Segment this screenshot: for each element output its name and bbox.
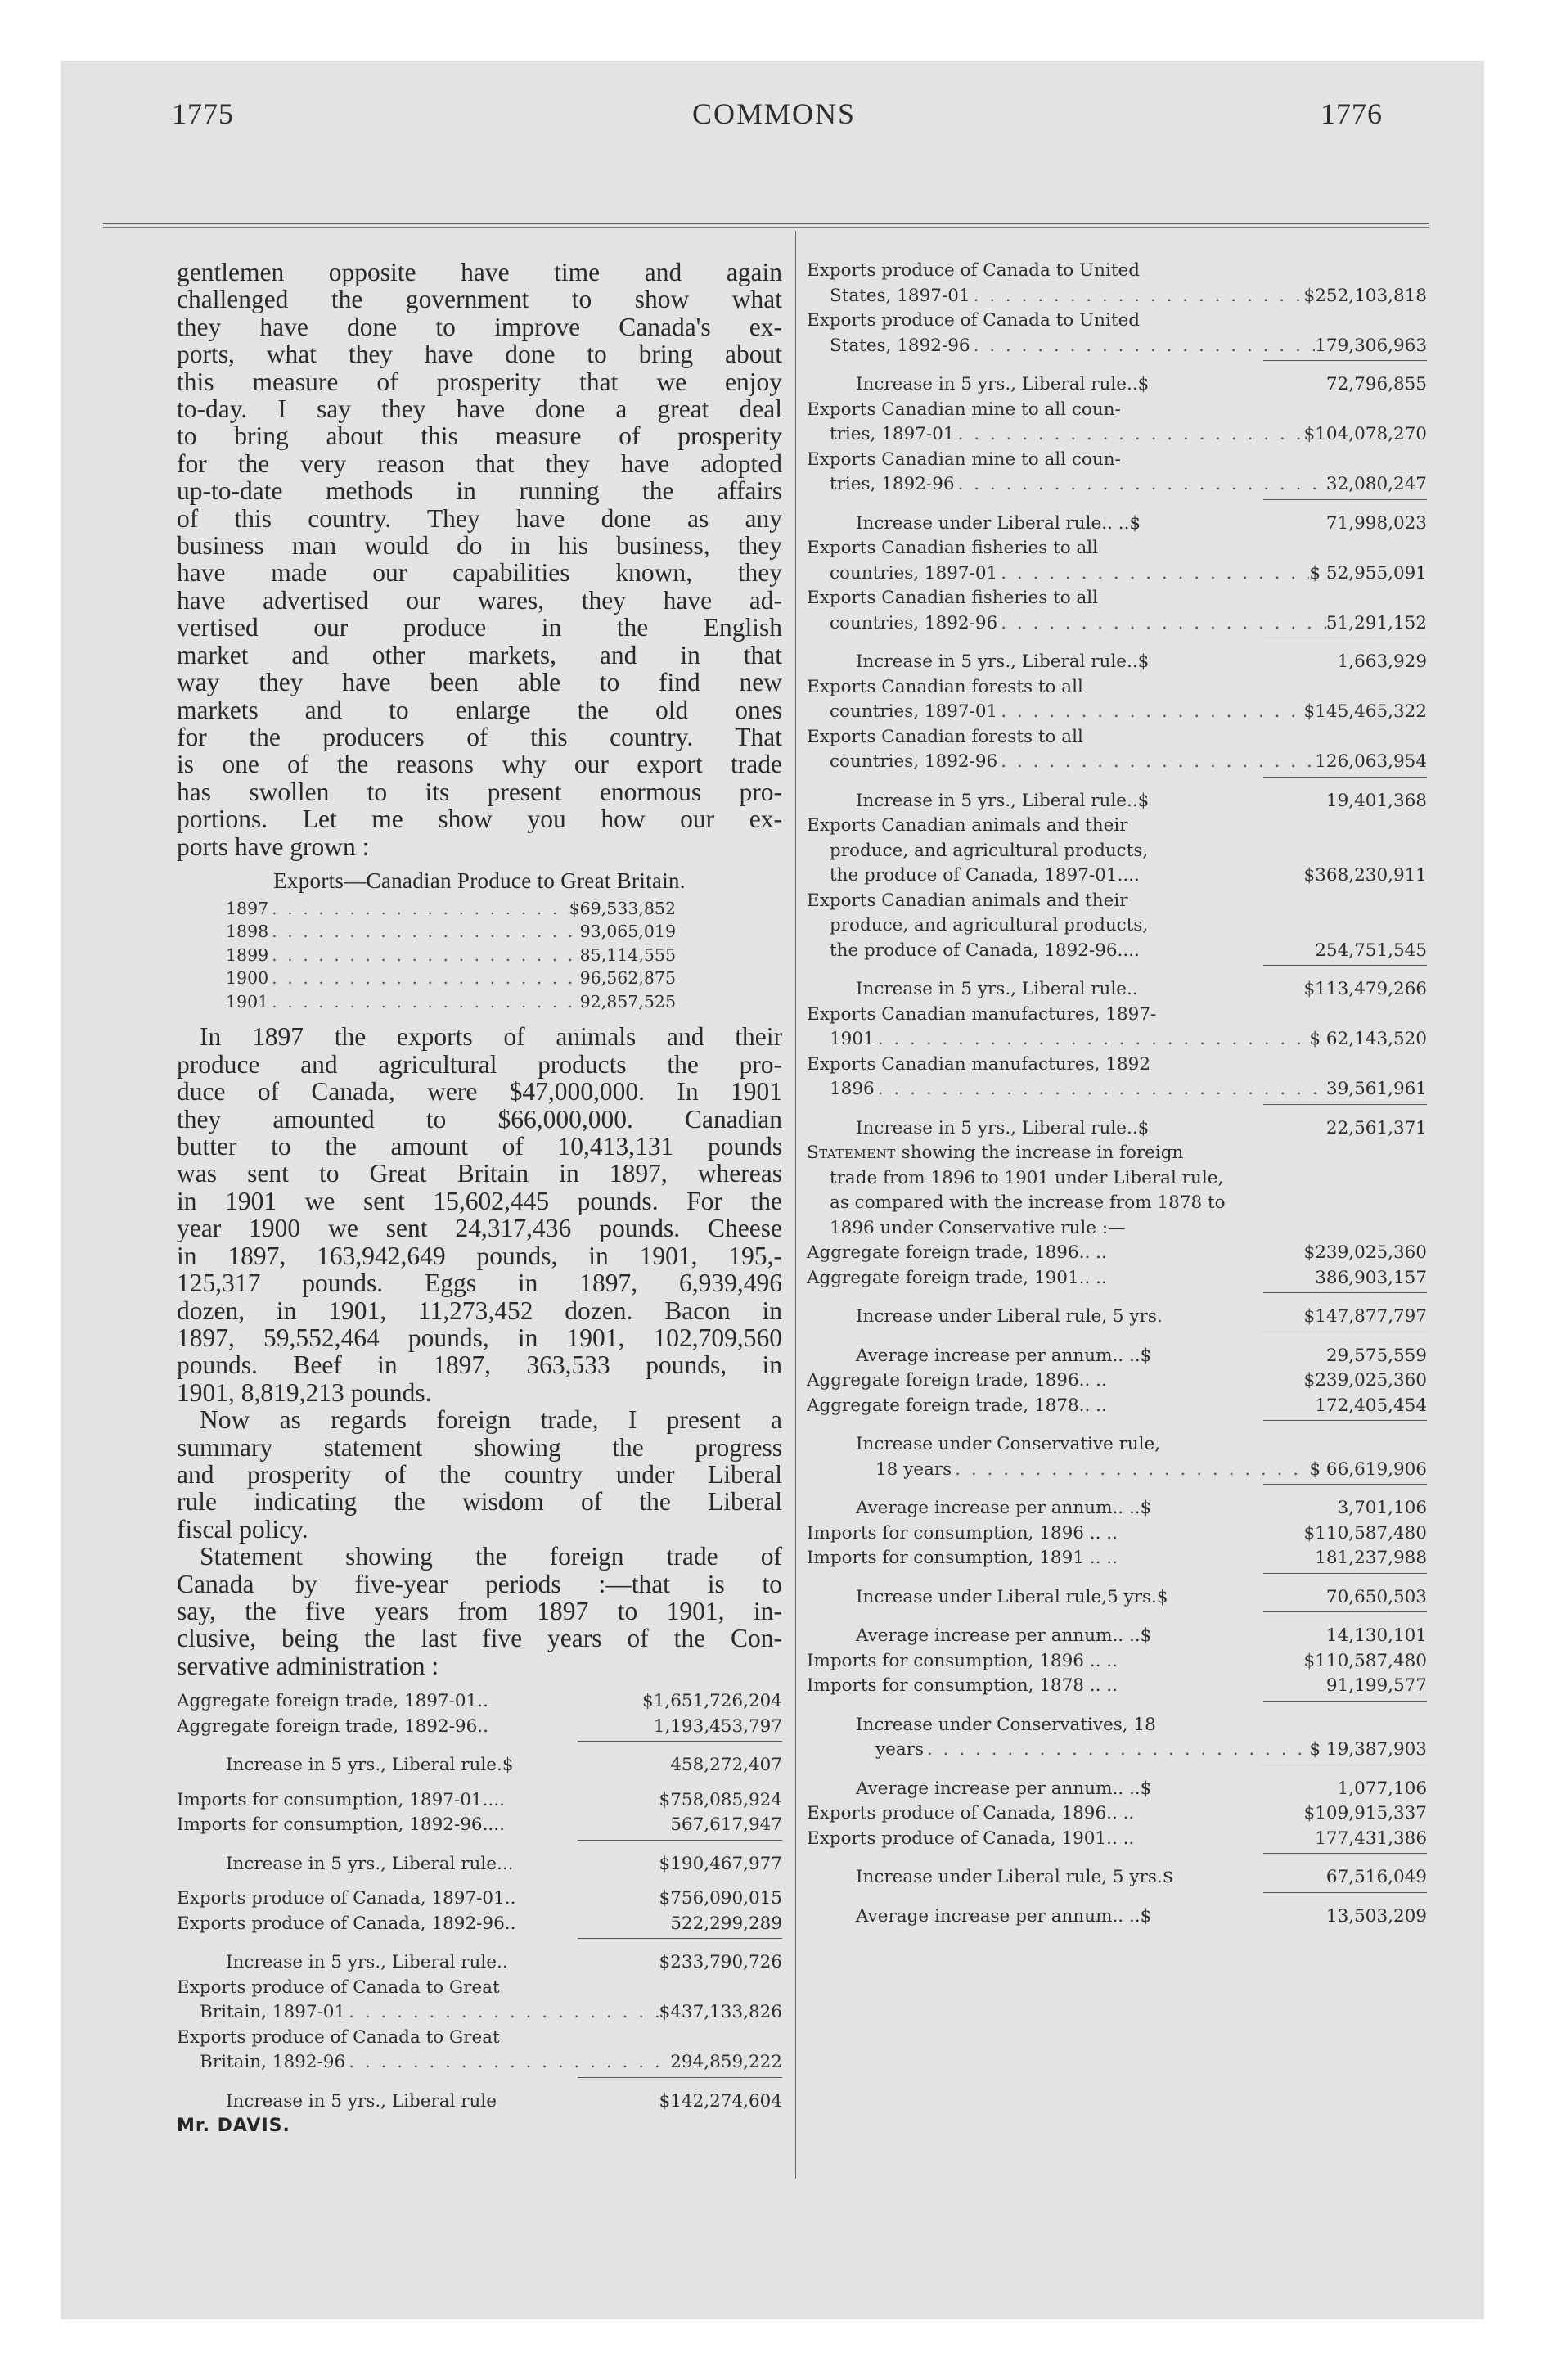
sum-rule bbox=[1263, 1611, 1427, 1612]
text-line: dozen, in 1901, 11,273,452 dozen. Bacon in bbox=[177, 1296, 782, 1325]
stat-row: tries, 1892-96 . . . 32,080,247 bbox=[807, 472, 1427, 498]
table-row bbox=[226, 967, 676, 990]
text-line: gentlemen opposite have time and again bbox=[177, 258, 782, 286]
table-row bbox=[226, 897, 676, 921]
sum-rule bbox=[578, 1840, 782, 1841]
stat-row: Imports for consumption, 1896 .. .. $110,587,480 bbox=[807, 1650, 1427, 1671]
stat-row: 1901 . . . $ 62,143,520 bbox=[807, 1027, 1427, 1053]
table-value: 96,562,875 bbox=[579, 968, 676, 989]
speaker-name: Mr. DAVIS. bbox=[177, 2116, 290, 2137]
stat-row: Exports produce of Canada to Great bbox=[177, 1977, 500, 1998]
sum-rule bbox=[1263, 1292, 1427, 1293]
stat-row: Aggregate foreign trade, 1901.. .. 386,903,157 bbox=[807, 1267, 1427, 1288]
statement-word: Statement bbox=[807, 1143, 896, 1163]
stat-row: Increase in 5 yrs., Liberal rule.. $113,479,266 bbox=[856, 979, 1427, 999]
text-line: say, the five years from 1897 to 1901, in- bbox=[177, 1596, 782, 1625]
text-line: way they have been able to find new bbox=[177, 668, 782, 697]
stat-row: Increase in 5 yrs., Liberal rule.. $233,790,726 bbox=[226, 1952, 782, 1973]
sum-rule bbox=[1263, 360, 1427, 361]
text-line: of this country. They have done as any bbox=[177, 503, 782, 533]
text-line: butter to the amount of 10,413,131 pounds bbox=[177, 1132, 782, 1161]
stat-row: Increase under Liberal rule.. ..$ 71,998,023 bbox=[856, 512, 1427, 534]
left-column bbox=[177, 259, 782, 2136]
statement-paragraph bbox=[177, 1543, 782, 1679]
text-line: Now as regards foreign trade, I present a bbox=[200, 1405, 782, 1435]
text-line: is one of the reasons why our export trade bbox=[177, 750, 782, 779]
stat-row: Increase under Liberal rule, 5 yrs. $147,877,797 bbox=[856, 1306, 1427, 1327]
stat-row: Increase in 5 yrs., Liberal rule..$ 22,561,371 bbox=[856, 1117, 1427, 1138]
text-line: year 1900 we sent 24,317,436 pounds. Cheese bbox=[177, 1214, 782, 1243]
stat-row: Increase in 5 yrs., Liberal rule..$ 72,796,855 bbox=[856, 374, 1427, 394]
stat-row: Increase in 5 yrs., Liberal rule... $190,467,977 bbox=[226, 1853, 782, 1874]
text-line: 125,317 pounds. Eggs in 1897, 6,939,496 bbox=[177, 1269, 782, 1298]
stat-row: as compared with the increase from 1878 to bbox=[830, 1192, 1226, 1213]
stat-row: the produce of Canada, 1897-01.... $368,230,911 bbox=[830, 865, 1427, 886]
table-year: 1899 bbox=[226, 944, 269, 965]
stat-row: Imports for consumption, 1878 .. .. 91,199,577 bbox=[807, 1675, 1427, 1696]
foreign-trade-paragraph bbox=[177, 1406, 782, 1543]
stat-row: Exports produce of Canada, 1892-96.. 522,299,289 bbox=[177, 1913, 782, 1934]
stat-row: States, 1892-96 . . . 179,306,963 bbox=[807, 334, 1427, 359]
stat-row: Exports Canadian manufactures, 1897- bbox=[807, 1003, 1157, 1025]
sum-rule bbox=[1263, 965, 1427, 966]
sum-rule bbox=[1263, 1484, 1427, 1485]
stat-row: produce, and agricultural products, bbox=[830, 840, 1149, 861]
text-line: portions. Let me show you how our ex- bbox=[177, 805, 782, 834]
stat-row: Average increase per annum.. ..$ 14,130,101 bbox=[856, 1625, 1427, 1646]
table-row bbox=[226, 920, 676, 944]
table-year: 1898 bbox=[226, 922, 269, 942]
stat-row: Exports Canadian mine to all coun- bbox=[807, 449, 1121, 470]
stat-row: Britain, 1892-96 . . . 294,859,222 bbox=[177, 2050, 782, 2076]
text-line: summary statement showing the progress bbox=[177, 1432, 782, 1462]
text-line: was sent to Great Britain in 1897, whereas bbox=[177, 1159, 782, 1188]
text-line: they have done to improve Canada's ex- bbox=[177, 312, 782, 341]
sum-rule bbox=[1263, 1701, 1427, 1702]
stat-row: Exports Canadian mine to all coun- bbox=[807, 399, 1121, 420]
text-line: challenged the government to show what bbox=[177, 285, 782, 314]
text-line: and prosperity of the country under Liberal bbox=[177, 1459, 782, 1489]
sum-rule bbox=[1263, 777, 1427, 778]
stat-row: Aggregate foreign trade, 1878.. .. 172,405,454 bbox=[807, 1395, 1427, 1416]
table-year: 1897 bbox=[226, 898, 269, 918]
stat-row: Exports produce of Canada, 1897-01.. $756,090,015 bbox=[177, 1888, 782, 1909]
stat-row: Increase under Liberal rule, 5 yrs.$ 67,516,049 bbox=[856, 1867, 1427, 1887]
stat-row: Increase in 5 yrs., Liberal rule..$ 1,663,929 bbox=[856, 651, 1427, 672]
stat-row: Increase under Liberal rule,5 yrs.$ 70,650,503 bbox=[856, 1586, 1427, 1607]
text-line: ports, what they have done to bring about bbox=[177, 340, 782, 369]
text-line: to-day. I say they have done a great deal bbox=[177, 394, 782, 424]
stat-row: Imports for consumption, 1897-01.... $758,085,924 bbox=[177, 1789, 782, 1810]
text-line: has swollen to its present enormous pro- bbox=[177, 777, 782, 806]
column-divider bbox=[795, 231, 796, 2179]
sum-rule bbox=[1263, 1892, 1427, 1893]
stat-row: Exports produce of Canada, 1896.. .. $109,915,337 bbox=[807, 1803, 1427, 1823]
stat-row: countries, 1897-01 . . . $ 52,955,091 bbox=[807, 561, 1427, 587]
table-value: 85,114,555 bbox=[579, 944, 676, 965]
text-line: have made our capabilities known, they bbox=[177, 558, 782, 588]
text-line: duce of Canada, were $47,000,000. In 1901 bbox=[177, 1077, 782, 1107]
text-line: markets and to enlarge the old ones bbox=[177, 695, 782, 724]
stat-row: Increase under Conservative rule, bbox=[856, 1434, 1161, 1454]
text-line: 1897, 59,552,464 pounds, in 1901, 102,709,560 bbox=[177, 1323, 782, 1352]
statement-heading: Statement showing the increase in foreign bbox=[807, 1143, 1184, 1163]
stat-row: Increase in 5 yrs., Liberal rule..$ 19,401,368 bbox=[856, 790, 1427, 811]
header-rule bbox=[103, 223, 1429, 228]
text-line: servative administration : bbox=[177, 1651, 439, 1680]
text-line: for the producers of this country. That bbox=[177, 722, 782, 751]
sum-rule bbox=[578, 1741, 782, 1742]
text-line: to bring about this measure of prosperity bbox=[177, 421, 782, 451]
stat-row: tries, 1897-01 . . . $104,078,270 bbox=[807, 422, 1427, 448]
table-value: 92,857,525 bbox=[579, 991, 676, 1012]
text-line: business man would do in his business, they bbox=[177, 531, 782, 561]
text-line: market and other markets, and in that bbox=[177, 640, 782, 669]
stat-row: Average increase per annum.. ..$ 3,701,106 bbox=[856, 1498, 1427, 1518]
stat-row: Aggregate foreign trade, 1897-01.. $1,651,726,204 bbox=[177, 1691, 782, 1712]
table-row bbox=[226, 990, 676, 1014]
sum-rule bbox=[1263, 1853, 1427, 1854]
table-value: 93,065,019 bbox=[579, 922, 676, 942]
text-line: clusive, being the last five years of the Con- bbox=[177, 1624, 782, 1653]
exports-gb-table bbox=[177, 897, 782, 1014]
intro-paragraph bbox=[177, 259, 782, 860]
stat-row: 1896 under Conservative rule :— bbox=[830, 1217, 1126, 1238]
stat-row: Exports produce of Canada to United bbox=[807, 310, 1140, 331]
sum-rule bbox=[1263, 1573, 1427, 1574]
text-line: produce and agricultural products the pro- bbox=[177, 1049, 782, 1079]
right-column bbox=[807, 259, 1427, 1929]
stat-row: countries, 1897-01 . . . $145,465,322 bbox=[807, 700, 1427, 725]
table-row bbox=[226, 944, 676, 967]
sum-rule bbox=[578, 2077, 782, 2078]
stat-row: Imports for consumption, 1896 .. .. $110,587,480 bbox=[807, 1522, 1427, 1544]
page-number-left: 1775 bbox=[172, 97, 234, 130]
text-line: they amounted to $66,000,000. Canadian bbox=[177, 1104, 782, 1134]
stat-row: countries, 1892-96 . . . 126,063,954 bbox=[807, 750, 1427, 775]
page-title: COMMONS bbox=[691, 97, 857, 130]
stat-row: Exports Canadian animals and their bbox=[807, 815, 1128, 836]
text-line: in 1901 we sent 15,602,445 pounds. For the bbox=[177, 1186, 782, 1215]
stat-row: Exports Canadian forests to all bbox=[807, 726, 1083, 747]
sum-rule bbox=[1263, 1420, 1427, 1421]
stat-row: Aggregate foreign trade, 1892-96.. 1,193,453,797 bbox=[177, 1715, 782, 1737]
stat-row: 18 years . . . $ 66,619,906 bbox=[807, 1458, 1427, 1483]
exports-paragraph bbox=[177, 1023, 782, 1406]
sum-rule bbox=[1263, 499, 1427, 500]
text-line: vertised our produce in the English bbox=[177, 613, 782, 642]
text-line: Statement showing the foreign trade of bbox=[200, 1542, 782, 1571]
stat-row: Increase in 5 yrs., Liberal rule $142,274,604 bbox=[226, 2090, 782, 2112]
stat-row: Aggregate foreign trade, 1896.. .. $239,025,360 bbox=[807, 1370, 1427, 1391]
stat-row: Average increase per annum.. ..$ 29,575,559 bbox=[856, 1345, 1427, 1366]
stat-row: Exports Canadian animals and their bbox=[807, 890, 1128, 911]
stat-row: Britain, 1897-01 . . . $437,133,826 bbox=[177, 2000, 782, 2026]
stat-row: Exports Canadian fisheries to all bbox=[807, 538, 1099, 558]
stat-row: Average increase per annum.. ..$ 13,503,209 bbox=[856, 1905, 1427, 1927]
stat-row: produce, and agricultural products, bbox=[830, 915, 1149, 935]
text-line: 1901, 8,819,213 pounds. bbox=[177, 1377, 432, 1407]
text-line: ports have grown : bbox=[177, 832, 370, 861]
stat-row: Exports produce of Canada, 1901.. .. 177,431,386 bbox=[807, 1828, 1427, 1849]
stat-row: Exports produce of Canada to Great bbox=[177, 2026, 500, 2048]
stat-row: years . . . $ 19,387,903 bbox=[807, 1738, 1427, 1763]
text-line: for the very reason that they have adopted bbox=[177, 449, 782, 478]
stat-row: trade from 1896 to 1901 under Liberal rule, bbox=[830, 1167, 1224, 1188]
page-number-right: 1776 bbox=[1321, 97, 1383, 130]
stat-row: countries, 1892-96 . . . 51,291,152 bbox=[807, 611, 1427, 637]
stat-row: Exports produce of Canada to United bbox=[807, 260, 1140, 281]
text-line: rule indicating the wisdom of the Liberal bbox=[177, 1487, 782, 1517]
text-line: pounds. Beef in 1897, 363,533 pounds, in bbox=[177, 1350, 782, 1380]
table-year: 1901 bbox=[226, 991, 269, 1012]
table-value: $69,533,852 bbox=[569, 898, 676, 918]
stat-row: Exports Canadian manufactures, 1892 bbox=[807, 1053, 1151, 1075]
text-line: in 1897, 163,942,649 pounds, in 1901, 195,- bbox=[177, 1241, 782, 1270]
stat-row: Imports for consumption, 1892-96.... 567,617,947 bbox=[177, 1814, 782, 1836]
sum-rule bbox=[1263, 1104, 1427, 1105]
text-line: up-to-date methods in running the affairs bbox=[177, 476, 782, 506]
text-line: fiscal policy. bbox=[177, 1514, 308, 1544]
stat-row: the produce of Canada, 1892-96.... 254,751,545 bbox=[830, 940, 1427, 961]
stat-row: States, 1897-01 . . . $252,103,818 bbox=[807, 284, 1427, 309]
stat-row: Aggregate foreign trade, 1896.. .. $239,025,360 bbox=[807, 1242, 1427, 1263]
text-line: this measure of prosperity that we enjoy bbox=[177, 367, 782, 396]
stat-row: Exports Canadian forests to all bbox=[807, 676, 1083, 697]
text-line: Canada by five-year periods :—that is to bbox=[177, 1569, 782, 1598]
stat-row: Increase in 5 yrs., Liberal rule.$ 458,272,407 bbox=[226, 1755, 782, 1776]
table-year: 1900 bbox=[226, 968, 269, 989]
stat-row: 1896 . . . 39,561,961 bbox=[807, 1077, 1427, 1102]
stat-row: Imports for consumption, 1891 .. .. 181,237,988 bbox=[807, 1548, 1427, 1568]
sum-rule bbox=[578, 1938, 782, 1939]
table-title: Exports—Canadian Produce to Great Britain. bbox=[273, 868, 686, 893]
stat-row: Average increase per annum.. ..$ 1,077,106 bbox=[856, 1778, 1427, 1799]
text-line: have advertised our wares, they have ad- bbox=[177, 585, 782, 615]
stat-row: Exports Canadian fisheries to all bbox=[807, 588, 1099, 608]
text-line: In 1897 the exports of animals and their bbox=[200, 1022, 782, 1052]
stat-row: Increase under Conservatives, 18 bbox=[856, 1714, 1156, 1735]
